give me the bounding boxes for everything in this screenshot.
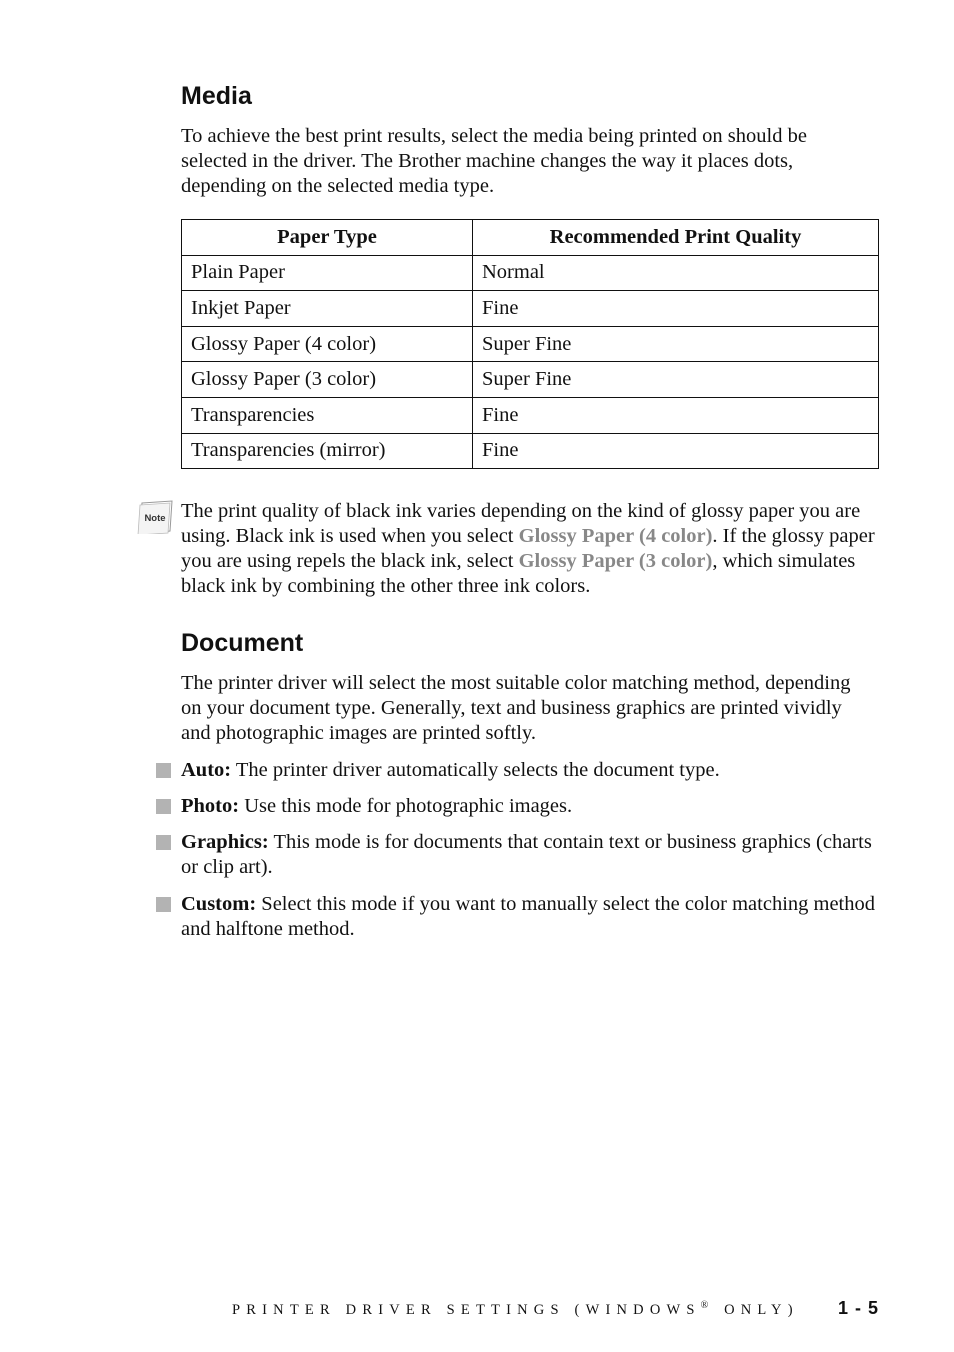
bullet-description: The printer driver automatically selects the document type. — [231, 759, 720, 781]
square-bullet-icon — [156, 835, 171, 850]
footer-title-suffix: ONLY) — [714, 1301, 799, 1318]
note-text — [181, 499, 876, 599]
bullet-description: Select this mode if you want to manually select the color matching method and halftone method. — [181, 893, 876, 940]
registered-mark: ® — [700, 1300, 709, 1311]
table-row — [182, 397, 879, 433]
bullet-term: Photo: — [181, 795, 240, 817]
table-header-cell: Recommended Print Quality — [473, 220, 879, 256]
table-row — [182, 326, 879, 362]
bullet-item-auto — [156, 758, 876, 783]
note-text-part: The print quality of black ink varies depending on the kind of glossy paper you are using. Black ink is used when you select — [181, 500, 861, 547]
table-row — [182, 433, 879, 469]
bullet-description: This mode is for documents that contain text or business graphics (charts or clip art). — [181, 831, 872, 878]
bullet-term: Auto: — [181, 759, 232, 781]
table-header-cell: Paper Type — [182, 220, 473, 256]
table-cell: Super Fine — [473, 326, 879, 362]
square-bullet-icon — [156, 897, 171, 912]
note-text-part: , which simulates black ink by combining the other three ink colors. — [181, 550, 856, 597]
note-highlight-glossy-4-color: Glossy Paper (4 color) — [518, 525, 713, 547]
bullet-term: Custom: — [181, 893, 257, 915]
table-header-row — [182, 220, 879, 256]
table-cell: Super Fine — [473, 362, 879, 398]
bullet-item-custom — [156, 892, 876, 942]
table-row — [182, 255, 879, 291]
bullet-term: Graphics: — [181, 831, 269, 853]
square-bullet-icon — [156, 799, 171, 814]
table-cell: Fine — [473, 433, 879, 469]
note-text-part: . If the glossy paper you are using repels the black ink, select — [181, 525, 875, 572]
note-icon-label: Note — [144, 513, 166, 524]
note-icon — [136, 500, 176, 534]
footer-title-text: PRINTER DRIVER SETTINGS (WINDOWS — [232, 1301, 701, 1318]
table-cell: Glossy Paper (4 color) — [182, 326, 473, 362]
note-highlight-glossy-3-color: Glossy Paper (3 color) — [518, 550, 713, 572]
table-cell: Fine — [473, 397, 879, 433]
table-cell: Inkjet Paper — [182, 291, 473, 327]
square-bullet-icon — [156, 763, 171, 778]
media-table — [181, 219, 879, 469]
table-cell: Transparencies — [182, 397, 473, 433]
table-row — [182, 362, 879, 398]
document-intro: The printer driver will select the most suitable color matching method, depending on your document type. Generally, text and business graphics are printed vividly and photographic images are printed softly. — [181, 672, 851, 744]
page-number: 1 - 5 — [838, 1298, 880, 1318]
media-heading: Media — [181, 82, 252, 110]
bullet-item-graphics — [156, 830, 876, 880]
document-heading: Document — [181, 629, 304, 657]
table-cell: Normal — [473, 255, 879, 291]
table-cell: Transparencies (mirror) — [182, 433, 473, 469]
footer-section-title — [232, 1300, 799, 1319]
bullet-description: Use this mode for photographic images. — [239, 795, 573, 817]
table-cell: Fine — [473, 291, 879, 327]
bullet-item-photo — [156, 794, 876, 819]
media-intro: To achieve the best print results, select the media being printed on should be selected in the driver. The Brother machine changes the way it places dots, depending on the selected media type. — [181, 125, 807, 197]
table-cell: Glossy Paper (3 color) — [182, 362, 473, 398]
table-row — [182, 291, 879, 327]
table-cell: Plain Paper — [182, 255, 473, 291]
